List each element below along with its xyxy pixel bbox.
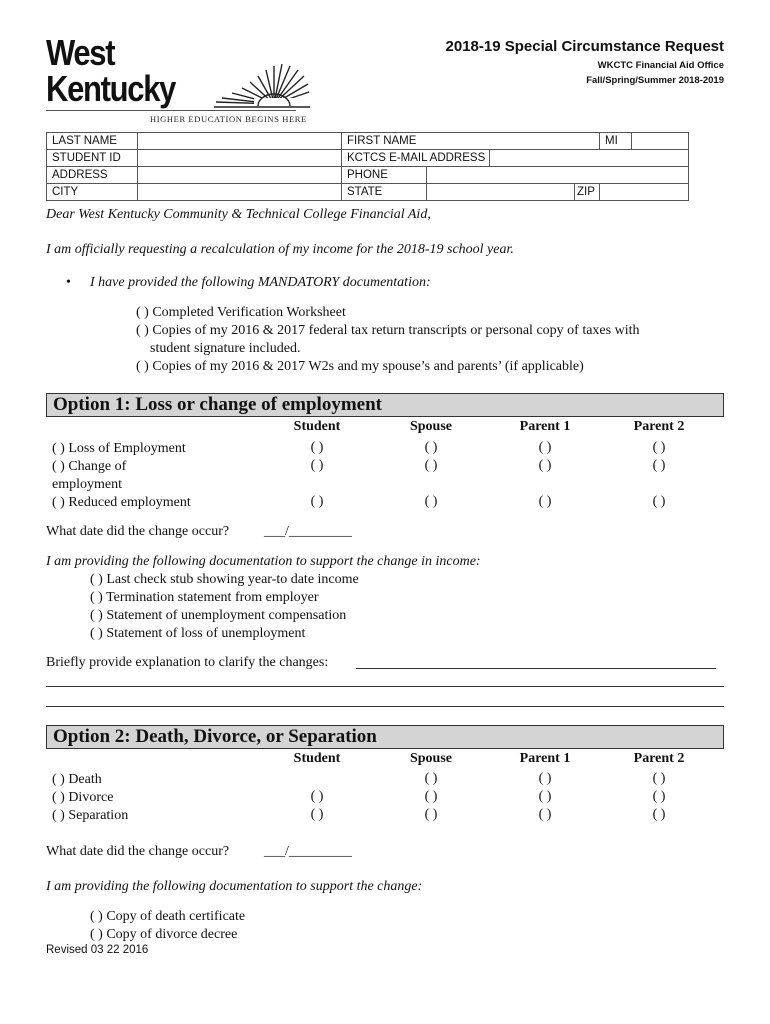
opt1-loss-of-employment[interactable]: ( ) Loss of Employment — [52, 441, 186, 456]
opt1-reduced-parent2-checkbox[interactable]: ( ) — [652, 494, 666, 509]
opt1-explain-line-3[interactable] — [46, 706, 724, 707]
opt1-doc-check-stub[interactable]: ( ) Last check stub showing year-to date income — [90, 572, 359, 587]
opt1-col-spouse: Spouse — [409, 419, 453, 434]
opt1-date-field[interactable]: ___/_________ — [264, 524, 352, 539]
phone-field[interactable] — [427, 167, 689, 184]
opt2-date-question: What date did the change occur? — [46, 844, 230, 859]
email-label: KCTCS E-MAIL ADDRESS — [342, 150, 490, 167]
opt1-col-parent2: Parent 2 — [633, 419, 685, 434]
option1-title: Option 1: Loss or change of employment — [53, 394, 382, 415]
opt1-loss-spouse-checkbox[interactable]: ( ) — [424, 440, 438, 455]
opt2-separation[interactable]: ( ) Separation — [52, 808, 129, 823]
opt1-reduced-student-checkbox[interactable]: ( ) — [310, 494, 324, 509]
address-field[interactable] — [138, 167, 342, 184]
opt2-col-student: Student — [293, 751, 341, 766]
opt1-change-parent1-checkbox[interactable]: ( ) — [538, 458, 552, 473]
doc-tax-transcripts[interactable]: ( ) Copies of my 2016 & 2017 federal tax return transcripts or personal copy of taxes with — [136, 323, 640, 338]
opt2-divorce-parent1-checkbox[interactable]: ( ) — [538, 789, 552, 804]
bullet-icon: • — [66, 275, 71, 290]
opt2-doc-death-certificate[interactable]: ( ) Copy of death certificate — [90, 909, 246, 924]
opt1-col-parent1: Parent 1 — [519, 419, 571, 434]
opt1-reduced-employment[interactable]: ( ) Reduced employment — [52, 495, 191, 510]
opt2-death-spouse-checkbox[interactable]: ( ) — [424, 771, 438, 786]
city-field[interactable] — [138, 184, 342, 201]
opt1-loss-parent2-checkbox[interactable]: ( ) — [652, 440, 666, 455]
opt2-doc-divorce-decree[interactable]: ( ) Copy of divorce decree — [90, 927, 238, 942]
opt1-explain-label: Briefly provide explanation to clarify the changes: — [46, 655, 329, 670]
opt2-separation-spouse-checkbox[interactable]: ( ) — [424, 807, 438, 822]
opt1-change-student-checkbox[interactable]: ( ) — [310, 458, 324, 473]
opt1-date-question: What date did the change occur? — [46, 524, 230, 539]
request-statement: I am officially requesting a recalculation of my income for the 2018-19 school year. — [46, 242, 514, 257]
opt1-change-spouse-checkbox[interactable]: ( ) — [424, 458, 438, 473]
opt2-death-parent2-checkbox[interactable]: ( ) — [652, 771, 666, 786]
option2-heading-bar — [46, 725, 724, 749]
opt2-separation-parent2-checkbox[interactable]: ( ) — [652, 807, 666, 822]
last-name-field[interactable] — [138, 133, 342, 150]
opt2-separation-parent1-checkbox[interactable]: ( ) — [538, 807, 552, 822]
form-title: 2018-19 Special Circumstance Request — [445, 38, 724, 55]
zip-label: ZIP — [575, 184, 600, 201]
logo-tagline: HIGHER EDUCATION BEGINS HERE — [150, 114, 307, 124]
opt1-reduced-parent1-checkbox[interactable]: ( ) — [538, 494, 552, 509]
opt2-separation-student-checkbox[interactable]: ( ) — [310, 807, 324, 822]
email-field[interactable] — [490, 150, 689, 167]
zip-field[interactable] — [600, 184, 689, 201]
opt1-change-of-employment-cont: employment — [52, 477, 122, 492]
student-id-field[interactable] — [138, 150, 342, 167]
opt2-date-field[interactable]: ___/_________ — [264, 844, 352, 859]
salutation: Dear West Kentucky Community & Technical College Financial Aid, — [46, 207, 431, 222]
opt1-loss-student-checkbox[interactable]: ( ) — [310, 440, 324, 455]
mandatory-docs-heading: I have provided the following MANDATORY documentation: — [90, 275, 431, 290]
revision-date: Revised 03 22 2016 — [46, 944, 149, 956]
doc-w2s[interactable]: ( ) Copies of my 2016 & 2017 W2s and my spouse’s and parents’ (if applicable) — [136, 359, 584, 374]
option1-heading-bar — [46, 393, 724, 417]
mi-label: MI — [600, 133, 632, 150]
opt2-divorce[interactable]: ( ) Divorce — [52, 790, 114, 805]
state-label: STATE — [342, 184, 427, 201]
opt2-divorce-parent2-checkbox[interactable]: ( ) — [652, 789, 666, 804]
logo-kentucky: Kentucky — [46, 68, 176, 109]
last-name-label: LAST NAME — [47, 133, 138, 150]
opt1-reduced-spouse-checkbox[interactable]: ( ) — [424, 494, 438, 509]
opt2-doc-intro: I am providing the following documentation to support the change: — [46, 879, 423, 894]
opt1-loss-parent1-checkbox[interactable]: ( ) — [538, 440, 552, 455]
address-label: ADDRESS — [47, 167, 138, 184]
student-info-table — [46, 132, 689, 201]
logo-west: West — [46, 32, 115, 73]
option2-title: Option 2: Death, Divorce, or Separation — [53, 726, 377, 747]
logo-rule — [46, 110, 296, 111]
opt2-col-parent2: Parent 2 — [633, 751, 685, 766]
opt2-divorce-spouse-checkbox[interactable]: ( ) — [424, 789, 438, 804]
mi-field[interactable] — [632, 133, 689, 150]
opt2-col-spouse: Spouse — [409, 751, 453, 766]
doc-tax-transcripts-cont: student signature included. — [150, 341, 301, 356]
student-id-label: STUDENT ID — [47, 150, 138, 167]
opt2-col-parent1: Parent 1 — [519, 751, 571, 766]
opt1-change-of-employment[interactable]: ( ) Change of — [52, 459, 127, 474]
opt2-divorce-student-checkbox[interactable]: ( ) — [310, 789, 324, 804]
office-name: WKCTC Financial Aid Office — [597, 60, 724, 71]
opt1-doc-intro: I am providing the following documentation to support the change in income: — [46, 554, 481, 569]
doc-verification-worksheet[interactable]: ( ) Completed Verification Worksheet — [136, 305, 346, 320]
city-label: CITY — [47, 184, 138, 201]
opt1-col-student: Student — [293, 419, 341, 434]
opt1-explain-line-2[interactable] — [46, 686, 724, 687]
first-name-label: FIRST NAME — [342, 133, 600, 150]
opt1-doc-termination[interactable]: ( ) Termination statement from employer — [90, 590, 319, 605]
term-label: Fall/Spring/Summer 2018-2019 — [586, 75, 724, 86]
opt2-death-parent1-checkbox[interactable]: ( ) — [538, 771, 552, 786]
opt1-explain-line-1[interactable] — [356, 668, 716, 669]
opt1-change-parent2-checkbox[interactable]: ( ) — [652, 458, 666, 473]
sunburst-logo-icon — [214, 60, 310, 108]
state-field[interactable] — [427, 184, 575, 201]
phone-label: PHONE — [342, 167, 427, 184]
opt1-doc-unemployment-comp[interactable]: ( ) Statement of unemployment compensation — [90, 608, 347, 623]
opt1-doc-loss-unemployment[interactable]: ( ) Statement of loss of unemployment — [90, 626, 306, 641]
opt2-death[interactable]: ( ) Death — [52, 772, 102, 787]
